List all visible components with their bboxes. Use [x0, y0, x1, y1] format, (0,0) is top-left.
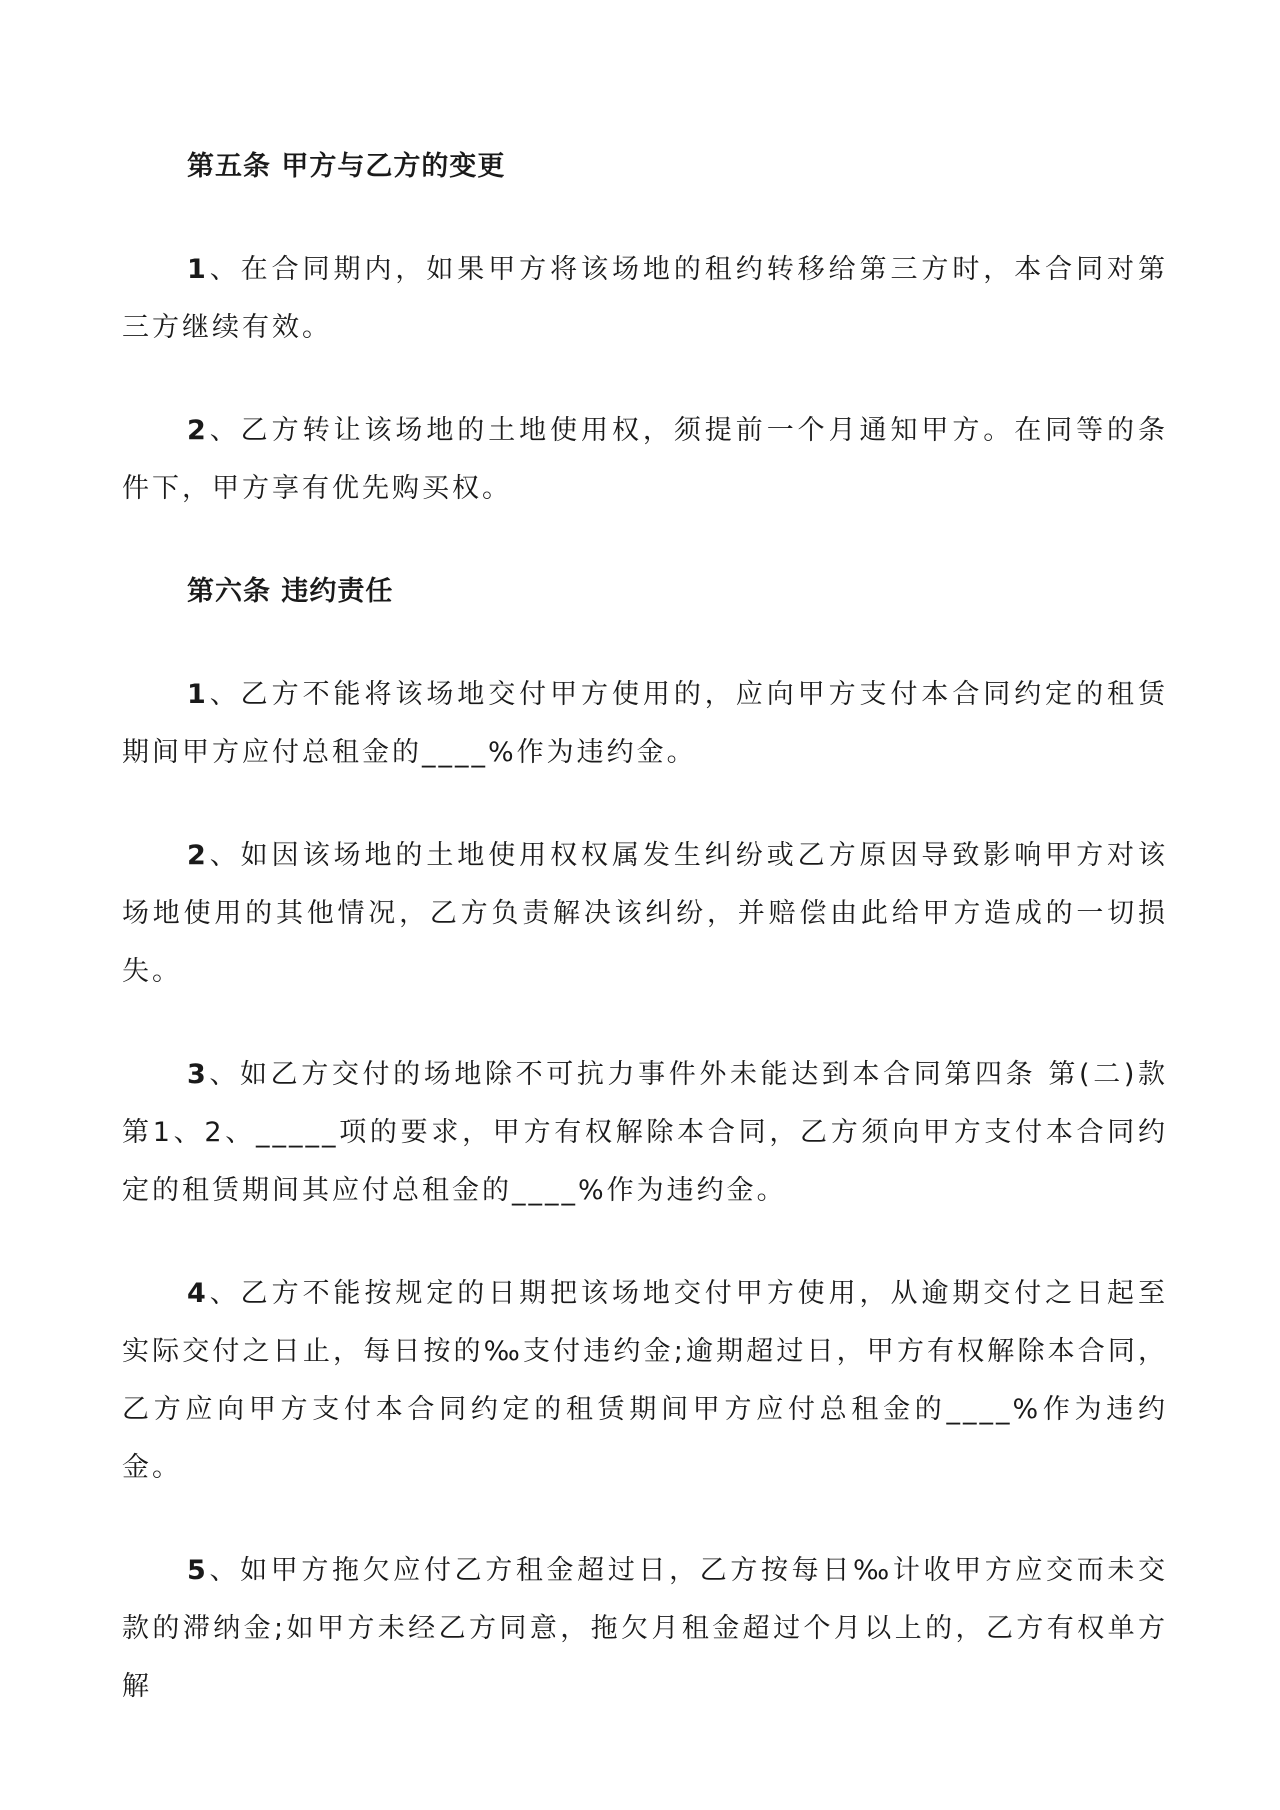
article-6-item-3 [122, 1046, 1168, 1220]
article-5-item-2 [122, 402, 1168, 518]
item-number: 1 [187, 679, 209, 710]
item-text: 、在合同期内，如果甲方将该场地的租约转移给第三方时，本合同对第三方继续有效。 [122, 254, 1168, 343]
article-6-item-1 [122, 666, 1168, 782]
item-text: 、如因该场地的土地使用权权属发生纠纷或乙方原因导致影响甲方对该场地使用的其他情况，乙方负责解决该纠纷，并赔偿由此给甲方造成的一切损失。 [122, 840, 1168, 987]
article-6-item-4 [122, 1265, 1168, 1497]
item-number: 2 [187, 840, 209, 871]
article-6-item-5 [122, 1542, 1168, 1716]
article-6-item-2 [122, 827, 1168, 1001]
item-number: 1 [187, 254, 209, 285]
item-text: 、乙方不能按规定的日期把该场地交付甲方使用，从逾期交付之日起至实际交付之日止，每日按的‰支付违约金;逾期超过日，甲方有权解除本合同，乙方应向甲方支付本合同约定的租赁期间甲方应付总租金的____%作为违约金。 [122, 1278, 1168, 1483]
document-body [122, 138, 1168, 1716]
item-text: 、乙方转让该场地的土地使用权，须提前一个月通知甲方。在同等的条件下，甲方享有优先购买权。 [122, 415, 1168, 504]
item-number: 2 [187, 415, 209, 446]
article-6-heading: 第六条 违约责任 [187, 576, 394, 607]
item-number: 4 [187, 1278, 209, 1309]
item-number: 3 [187, 1059, 209, 1090]
item-text: 、如乙方交付的场地除不可抗力事件外未能达到本合同第四条 第(二)款第1、2、_____项的要求，甲方有权解除本合同，乙方须向甲方支付本合同约定的租赁期间其应付总租金的____%作为违约金。 [122, 1059, 1168, 1206]
item-number: 5 [187, 1555, 209, 1586]
article-5-heading: 第五条 甲方与乙方的变更 [187, 151, 506, 182]
article-5-item-1 [122, 241, 1168, 357]
item-text: 、如甲方拖欠应付乙方租金超过日，乙方按每日‰计收甲方应交而未交款的滞纳金;如甲方未经乙方同意，拖欠月租金超过个月以上的，乙方有权单方解 [122, 1555, 1168, 1702]
item-text: 、乙方不能将该场地交付甲方使用的，应向甲方支付本合同约定的租赁期间甲方应付总租金的____%作为违约金。 [122, 679, 1168, 768]
